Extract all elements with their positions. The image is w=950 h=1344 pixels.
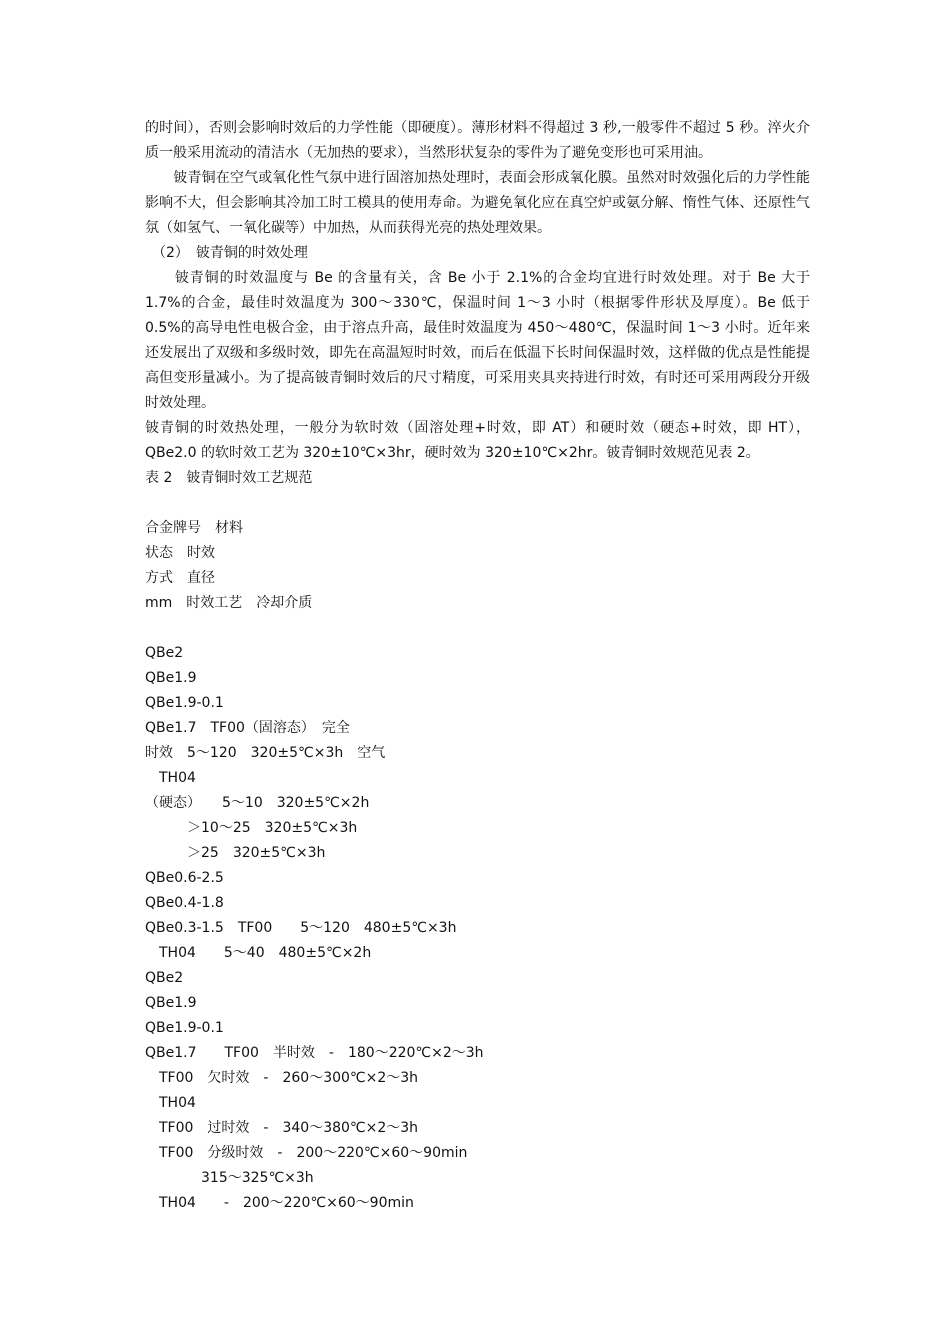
table-line: TH04 - 200～220℃×60～90min [145, 1195, 414, 1211]
table-line: TH04 5～40 480±5℃×2h [145, 945, 372, 961]
table-line: QBe1.9 [145, 995, 197, 1011]
table-line: 315～325℃×3h [145, 1170, 314, 1186]
paragraph-aging-temperature: 铍青铜的时效温度与 Be 的含量有关，含 Be 小于 2.1%的合金均宜进行时效处理。对于 Be 大于 1.7%的合金，最佳时效温度为 300～330℃，保温时间 1～3 小时（根据零件形状及厚度）。Be 低于 0.5%的高导电性电极合金，由于溶点升高，最佳时效温度为 450～480℃，保温时间 1～3 小时。近年来还发展出了双级和多级时效，即先在高温短时时效，而后在低温下长时间保温时效，这样做的优点是性能提高但变形量减小。为了提高铍青铜时效后的尺寸精度，可采用夹具夹持进行时效，有时还可采用两段分开级时效处理。 [145, 270, 810, 411]
table-line: QBe0.4-1.8 [145, 895, 224, 911]
table-line: QBe1.9-0.1 [145, 1020, 224, 1036]
table-line: （硬态） 5～10 320±5℃×2h [145, 795, 370, 811]
table-line: TF00 分级时效 - 200～220℃×60～90min [145, 1145, 468, 1161]
table-line: QBe1.9-0.1 [145, 695, 224, 711]
table-line: QBe1.9 [145, 670, 197, 686]
table-line: TF00 欠时效 - 260～300℃×2～3h [145, 1070, 419, 1086]
table-line: QBe1.7 TF00 半时效 - 180～220℃×2～3h [145, 1045, 484, 1061]
table-line: ＞10～25 320±5℃×3h [145, 820, 358, 836]
paragraph-oxidation: 铍青铜在空气或氧化性气氛中进行固溶加热处理时，表面会形成氧化膜。虽然对时效强化后的力学性能影响不大，但会影响其冷加工时工模具的使用寿命。为避免氧化应在真空炉或氨分解、惰性气体、还原性气氛（如氢气、一氧化碳等）中加热，从而获得光亮的热处理效果。 [145, 170, 810, 236]
table-line: 状态 时效 [145, 545, 215, 561]
table-caption: 表 2 铍青铜时效工艺规范 [145, 470, 313, 486]
table-line: QBe0.3-1.5 TF00 5～120 480±5℃×3h [145, 920, 457, 936]
table-line: TH04 [145, 770, 196, 786]
table-line: TF00 过时效 - 340～380℃×2～3h [145, 1120, 419, 1136]
table-line: QBe2 [145, 645, 184, 661]
table-line: 方式 直径 [145, 570, 215, 586]
table-line: ＞25 320±5℃×3h [145, 845, 326, 861]
table-line: QBe2 [145, 970, 184, 986]
table-line: 时效 5～120 320±5℃×3h 空气 [145, 745, 386, 761]
paragraph-quench: 的时间），否则会影响时效后的力学性能（即硬度）。薄形材料不得超过 3 秒,一般零件不超过 5 秒。淬火介质一般采用流动的清洁水（无加热的要求），当然形状复杂的零件为了避免变形也可采用油。 [145, 120, 810, 161]
table-line: mm 时效工艺 冷却介质 [145, 595, 313, 611]
table-line: QBe1.7 TF00（固溶态） 完全 [145, 720, 350, 736]
paragraph-aging-types: 铍青铜的时效热处理，一般分为软时效（固溶处理+时效，即 AT）和硬时效（硬态+时效，即 HT），QBe2.0 的软时效工艺为 320±10℃×3hr，硬时效为 320±10℃×2hr。铍青铜时效规范见表 2。 [145, 420, 810, 461]
section-heading-aging: （2） 铍青铜的时效处理 [145, 245, 308, 261]
table-line: QBe0.6-2.5 [145, 870, 224, 886]
table-line: 合金牌号 材料 [145, 520, 243, 536]
table-line: TH04 [145, 1095, 196, 1111]
